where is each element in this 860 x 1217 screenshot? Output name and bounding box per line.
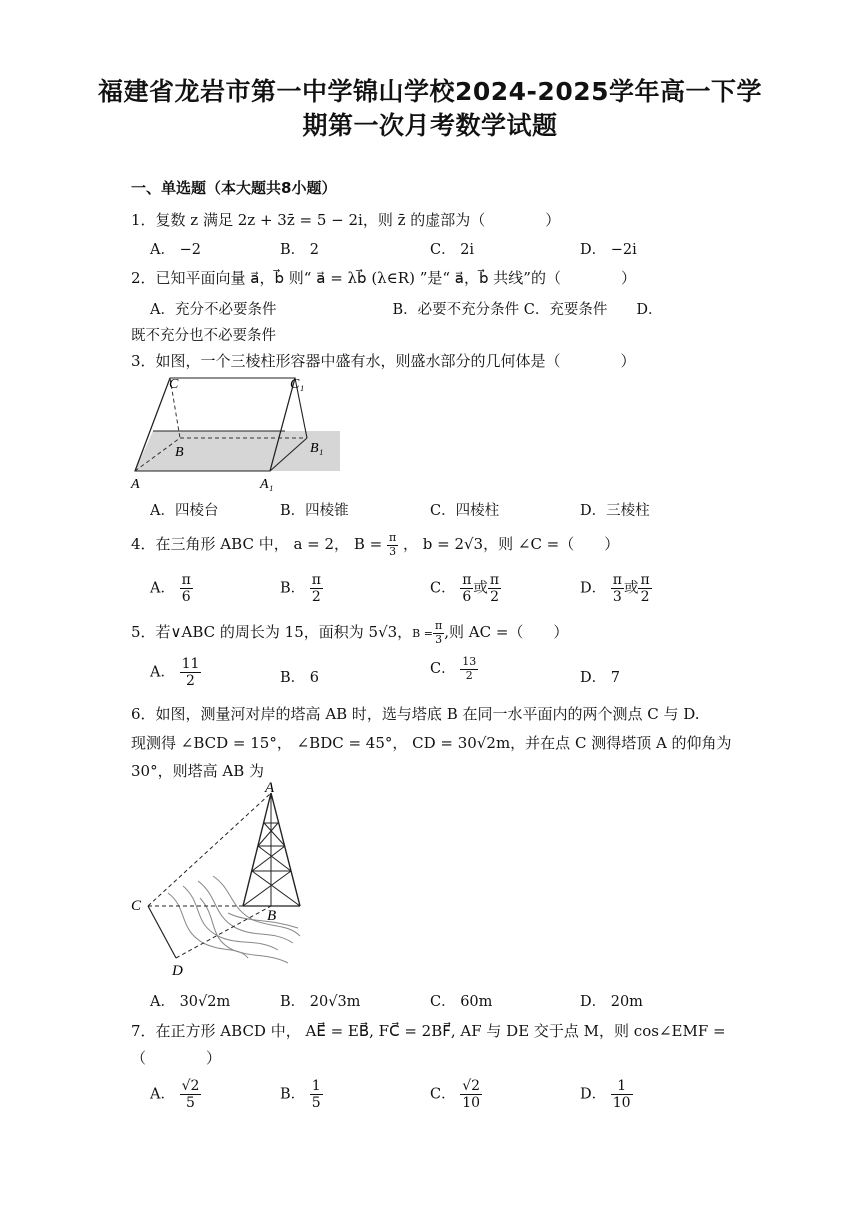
tower-label-c: C [131,898,142,914]
q6-option-a: A． 30√2m [150,994,231,1010]
q6-option-b: B． 20√3m [280,994,361,1010]
q3-option-b: B．四棱锥 [280,503,349,519]
q7-option-c: C． $\frac{√2}{10}$ [430,1078,481,1112]
label-c: C [169,377,179,392]
q3-option-c: C．四棱柱 [430,503,500,519]
label-a1: A₁ [260,477,274,492]
q4-option-c: C． $\frac{\pi}{6}$ 或 $\frac{\pi}{2}$ [430,572,500,606]
q5-stem: 5．若∨ABC 的周长为 15，面积为 5√3，B = $\frac{\pi}{3}$ ,则 AC =（ ） [131,619,569,646]
q6-line1: 6．如图，测量河对岸的塔高 AB 时，选与塔底 B 在同一水平面内的两个测点 C 与 D. [131,705,700,723]
q3-option-a: A．四棱台 [150,503,219,519]
q1-option-b: B． 2 [280,242,319,258]
q7-option-b: B． $\frac{1}{5}$ [280,1078,321,1112]
q6-line2: 现测得 ∠BCD = 15°， ∠BDC = 45°， CD = 30√2m，并在点 C 测得塔顶 A 的仰角为 [131,734,732,752]
q1-option-d: D． −2i [580,242,637,258]
q7-option-d: D． $\frac{1}{10}$ [580,1078,631,1112]
q6-option-d: D． 20m [580,994,643,1010]
q2-stem: 2．已知平面向量 a⃗，b⃗ 则“ a⃗ = λb⃗ (λ∈R) ”是“ a⃗，b⃗ 共线”的（ ） [131,269,636,287]
q5-option-c: C． $\frac{13}{2}$ [430,655,477,682]
label-c1: C₁ [290,377,305,392]
q7-stem: 7．在正方形 ABCD 中， AE⃗ = EB⃗, FC⃗ = 2BF⃗, AF 与 DE 交于点 M，则 cos∠EMF = [131,1022,726,1040]
label-b1: B₁ [310,441,324,456]
q5-option-a: A． $\frac{11}{2}$ [150,656,200,690]
q4-option-b: B． $\frac{\pi}{2}$ [280,572,321,606]
q4-option-d: D． $\frac{\pi}{3}$ 或 $\frac{\pi}{2}$ [580,572,650,606]
q7-paren: （ ） [131,1049,222,1067]
q6-line3: 30°，则塔高 AB 为 [131,762,264,780]
q6-option-c: C． 60m [430,994,493,1010]
q1-option-c: C． 2i [430,242,475,258]
label-b: B [175,445,184,460]
q1-option-a: A． −2 [150,242,201,258]
q5-option-b: B． 6 [280,670,319,686]
q3-stem: 3．如图，一个三棱柱形容器中盛有水，则盛水部分的几何体是（ ） [131,352,636,370]
page-title-line1: 福建省龙岩市第一中学锦山学校2024-2025学年高一下学 [97,77,763,106]
section-heading: 一、单选题（本大题共8小题） [131,179,337,197]
tower-label-d: D [172,963,183,979]
tower-figure [128,778,313,983]
q2-options-line: A．充分不必要条件 B．必要不充分条件 C．充要条件 D． [150,302,663,318]
page-title-line2: 期第一次月考数学试题 [302,111,558,140]
q3-option-d: D．三棱柱 [580,503,650,519]
label-a: A [131,477,140,492]
q1-stem: 1．复数 z 满足 2z + 3z̄ = 5 − 2i，则 z̄ 的虚部为（ ） [131,211,561,229]
q4-option-a: A． $\frac{\pi}{6}$ [150,572,191,606]
q7-option-a: A． $\frac{√2}{5}$ [150,1078,200,1112]
q4-stem: 4．在三角形 ABC 中， a = 2， B = $\frac{\pi}{3}$ ， b = 2√3，则 ∠C =（ ） [131,531,620,558]
q5-option-d: D． 7 [580,670,620,686]
q2-option-d-text: 既不充分也不必要条件 [131,328,276,344]
tower-label-b: B [267,908,277,924]
tower-label-a: A [265,780,275,796]
prism-figure [125,368,340,493]
